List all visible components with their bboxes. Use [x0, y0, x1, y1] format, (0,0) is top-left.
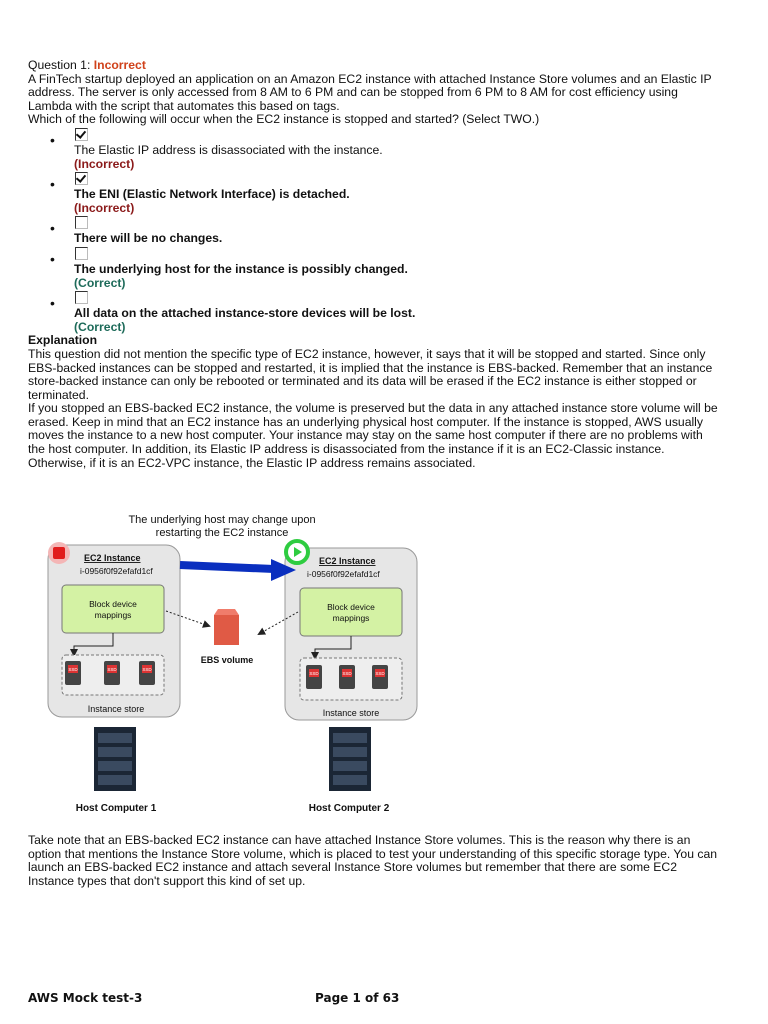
ssd-icon — [104, 661, 120, 685]
question-label: Question 1: — [28, 58, 91, 72]
option-text: There will be no changes. — [74, 231, 223, 246]
ssd-icon — [65, 661, 81, 685]
question-result: Incorrect — [93, 58, 146, 72]
bullet-icon: • — [50, 295, 55, 312]
option-text: The underlying host for the instance is possibly changed. — [74, 261, 408, 276]
question-header — [28, 59, 718, 73]
server-rack-icon — [329, 727, 371, 791]
ssd-icon — [139, 661, 155, 685]
diagram-caption: The underlying host may change upon — [128, 514, 316, 526]
instance-id: i-0956f0f92efafd1cf — [307, 569, 380, 579]
checkbox-checked-icon[interactable] — [75, 128, 88, 141]
svg-text:SSD: SSD — [375, 671, 385, 676]
stop-icon — [53, 547, 65, 559]
answer-option — [50, 172, 718, 215]
checkbox-icon[interactable] — [75, 247, 88, 260]
block-device-label: mappings — [94, 610, 132, 620]
bullet-icon: • — [50, 131, 55, 148]
option-text: All data on the attached instance-store devices will be lost. — [74, 306, 416, 321]
option-text: The Elastic IP address is disassociated with the instance. — [74, 142, 383, 157]
instance-store-label: Instance store — [87, 704, 145, 714]
svg-text:SSD: SSD — [342, 671, 352, 676]
diagram-caption: restarting the EC2 instance — [155, 527, 289, 539]
checkbox-checked-icon[interactable] — [75, 172, 88, 185]
svg-text:SSD: SSD — [107, 667, 117, 672]
option-status: (Correct) — [74, 319, 126, 334]
answer-option — [50, 291, 718, 334]
answer-options — [28, 128, 718, 334]
block-device-mappings-box — [62, 585, 164, 633]
question-block — [28, 59, 718, 470]
ebs-volume-icon-top — [214, 609, 239, 615]
block-device-label: mappings — [332, 613, 370, 623]
block-device-label: Block device — [327, 602, 375, 612]
checkbox-icon[interactable] — [75, 216, 88, 229]
bullet-icon: • — [50, 176, 55, 193]
answer-option — [50, 216, 718, 246]
block-device-mappings-box — [300, 588, 402, 636]
question-prompt: Which of the following will occur when the EC2 instance is stopped and started? (Select TWO.) — [28, 112, 540, 127]
instance-title: EC2 Instance — [319, 556, 376, 566]
explanation-paragraph: If you stopped an EBS-backed EC2 instance, the volume is preserved but the data in any attached instance store volume will be erased. Keep in mind that an EC2 instance has an underlying physical host computer. If the instance is stopped, AWS usually moves the instance to a new host computer. Your instance may stay on the same host computer if there are no problems with the host computer. In addition, its Elastic IP address is disassociated from the instance if it is an EC2-Classic instance. Otherwise, if it is an EC2-VPC instance, the Elastic IP address remains associated. — [28, 401, 718, 470]
page-number: Page 1 of 63 — [315, 991, 400, 1005]
migration-arrow — [180, 565, 274, 569]
option-text: The ENI (Elastic Network Interface) is detached. — [74, 187, 350, 202]
explanation-heading: Explanation — [28, 333, 98, 348]
host-computer-2-label: Host Computer 2 — [308, 803, 390, 814]
svg-text:SSD: SSD — [68, 667, 78, 672]
ec2-host-diagram — [28, 505, 438, 820]
option-status: (Incorrect) — [74, 156, 135, 171]
checkbox-icon[interactable] — [75, 291, 88, 304]
ssd-icon — [339, 665, 355, 689]
note-paragraph: Take note that an EBS-backed EC2 instance can have attached Instance Store volumes. This is the reason why there is an option that mentions the Instance Store volume, which is placed to test your understanding of this specific storage type. You can launch an EBS-backed EC2 instance and attach several Instance Store volumes but remember that there are some EC2 Instance types that don't support this kind of set up. — [28, 833, 718, 888]
answer-option — [50, 247, 718, 290]
explanation-paragraph: This question did not mention the specific type of EC2 instance, however, it says that it will be stopped and started. Since only EBS-backed instances can be stopped and restarted, it is implied that the instance is EBS-backed. Remember that an instance store-backed instance can only be rebooted or terminated and its data will be erased if the EC2 instance is either stopped or terminated. — [28, 346, 713, 402]
svg-text:SSD: SSD — [142, 667, 152, 672]
svg-text:SSD: SSD — [309, 671, 319, 676]
instance-id: i-0956f0f92efafd1cf — [80, 566, 153, 576]
bullet-icon: • — [50, 220, 55, 237]
instance-store-label: Instance store — [322, 708, 380, 718]
option-status: (Incorrect) — [74, 200, 135, 215]
option-status: (Correct) — [74, 275, 126, 290]
ssd-icon — [306, 665, 322, 689]
block-device-label: Block device — [89, 599, 137, 609]
server-rack-icon — [94, 727, 136, 791]
question-text: A FinTech startup deployed an application on an Amazon EC2 instance with attached Instance Store volumes and an Elastic IP address. The server is only accessed from 8 AM to 6 PM and can be stopped from 6 PM to 8 AM for cost efficiency using Lambda with the script that automates this based on tags. — [28, 71, 712, 113]
ebs-volume-label: EBS volume — [200, 655, 254, 665]
host-computer-1-label: Host Computer 1 — [75, 803, 157, 814]
instance-title: EC2 Instance — [84, 553, 141, 563]
ssd-icon — [372, 665, 388, 689]
footer-title: AWS Mock test-3 — [28, 991, 143, 1005]
ebs-volume-icon — [214, 615, 239, 645]
answer-option — [50, 128, 718, 171]
bullet-icon: • — [50, 250, 55, 267]
